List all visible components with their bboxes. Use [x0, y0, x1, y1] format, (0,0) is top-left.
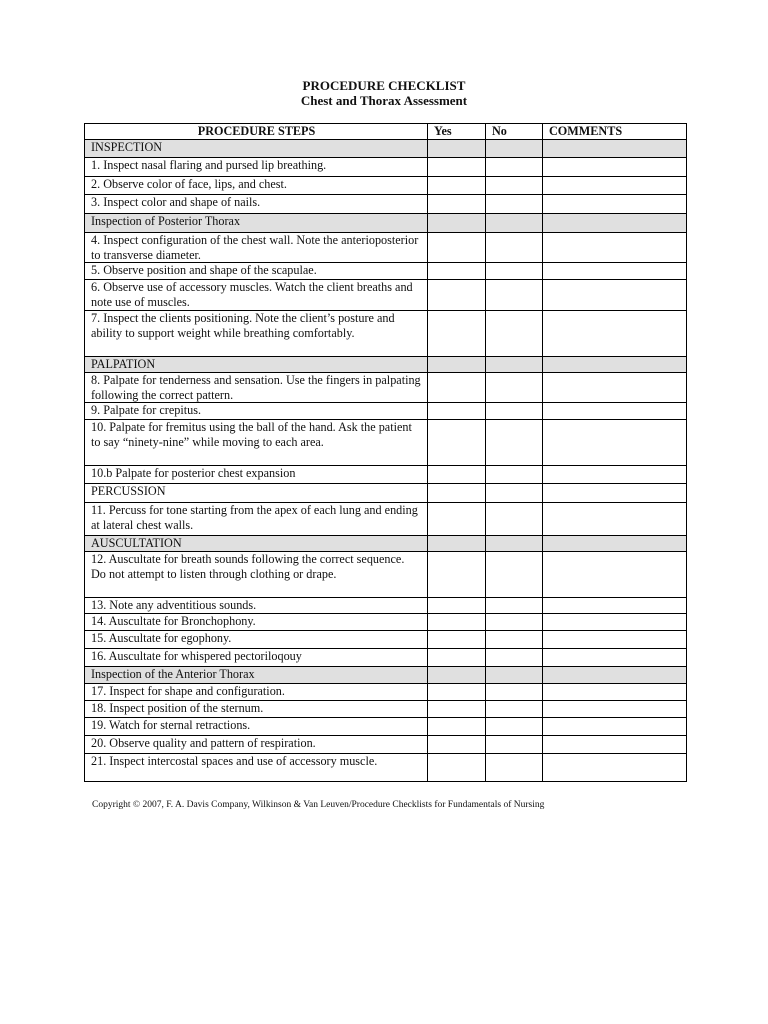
step-row: [85, 403, 687, 420]
yes-cell[interactable]: [428, 552, 486, 598]
step-row: [85, 700, 687, 717]
no-cell[interactable]: [486, 613, 543, 630]
step-row: [85, 233, 687, 263]
no-cell[interactable]: [486, 373, 543, 403]
step-text: 3. Inspect color and shape of nails.: [85, 195, 428, 214]
no-cell[interactable]: [486, 598, 543, 614]
page-title: PROCEDURE CHECKLIST: [302, 78, 466, 93]
step-row: [85, 311, 687, 357]
no-cell[interactable]: [486, 683, 543, 700]
comments-cell: [543, 484, 687, 503]
yes-cell[interactable]: [428, 700, 486, 717]
yes-cell: [428, 357, 486, 373]
yes-cell[interactable]: [428, 613, 486, 630]
yes-cell[interactable]: [428, 280, 486, 311]
yes-cell: [428, 666, 486, 683]
step-row: [85, 552, 687, 598]
step-row: [85, 753, 687, 781]
no-cell[interactable]: [486, 753, 543, 781]
comments-cell: [543, 666, 687, 683]
no-cell[interactable]: [486, 263, 543, 280]
comments-cell[interactable]: [543, 613, 687, 630]
no-cell[interactable]: [486, 648, 543, 666]
yes-cell[interactable]: [428, 233, 486, 263]
comments-cell[interactable]: [543, 311, 687, 357]
no-cell[interactable]: [486, 420, 543, 466]
step-row: [85, 177, 687, 195]
no-cell[interactable]: [486, 233, 543, 263]
step-row: [85, 420, 687, 466]
comments-cell[interactable]: [543, 177, 687, 195]
step-text: 13. Note any adventitious sounds.: [85, 598, 428, 614]
step-text: 17. Inspect for shape and configuration.: [85, 683, 428, 700]
step-row: [85, 683, 687, 700]
comments-cell[interactable]: [543, 503, 687, 536]
no-cell[interactable]: [486, 717, 543, 735]
comments-cell[interactable]: [543, 683, 687, 700]
yes-cell[interactable]: [428, 683, 486, 700]
yes-cell[interactable]: [428, 177, 486, 195]
comments-cell[interactable]: [543, 233, 687, 263]
comments-cell[interactable]: [543, 630, 687, 648]
header-comments: COMMENTS: [543, 124, 687, 140]
comments-cell[interactable]: [543, 373, 687, 403]
step-text: 14. Auscultate for Bronchophony.: [85, 613, 428, 630]
yes-cell[interactable]: [428, 753, 486, 781]
step-text: 10. Palpate for fremitus using the ball of the hand. Ask the patient to say “ninety-nine” while moving to each area.: [85, 420, 428, 466]
step-row: [85, 263, 687, 280]
comments-cell[interactable]: [543, 466, 687, 484]
yes-cell: [428, 484, 486, 503]
checklist-table: [84, 123, 687, 782]
no-cell[interactable]: [486, 158, 543, 177]
comments-cell[interactable]: [543, 735, 687, 753]
section-title: Inspection of Posterior Thorax: [85, 214, 428, 233]
no-cell[interactable]: [486, 177, 543, 195]
comments-cell[interactable]: [543, 263, 687, 280]
no-cell[interactable]: [486, 552, 543, 598]
header-row: [85, 124, 687, 140]
no-cell[interactable]: [486, 630, 543, 648]
step-row: [85, 280, 687, 311]
comments-cell[interactable]: [543, 552, 687, 598]
no-cell[interactable]: [486, 311, 543, 357]
yes-cell[interactable]: [428, 158, 486, 177]
step-text: 11. Percuss for tone starting from the apex of each lung and ending at lateral chest walls.: [85, 503, 428, 536]
step-row: [85, 648, 687, 666]
section-row: [85, 357, 687, 373]
yes-cell[interactable]: [428, 403, 486, 420]
yes-cell: [428, 140, 486, 158]
step-text: 8. Palpate for tenderness and sensation. Use the fingers in palpating following the correct pattern.: [85, 373, 428, 403]
comments-cell[interactable]: [543, 700, 687, 717]
step-text: 5. Observe position and shape of the scapulae.: [85, 263, 428, 280]
step-text: 12. Auscultate for breath sounds following the correct sequence. Do not attempt to listen through clothing or drape.: [85, 552, 428, 598]
step-text: 21. Inspect intercostal spaces and use of accessory muscle.: [85, 753, 428, 781]
header-no: No: [486, 124, 543, 140]
step-row: [85, 466, 687, 484]
comments-cell: [543, 536, 687, 552]
page-subtitle: Chest and Thorax Assessment: [300, 93, 468, 108]
header-procedure-steps: PROCEDURE STEPS: [85, 124, 428, 140]
no-cell: [486, 666, 543, 683]
yes-cell[interactable]: [428, 195, 486, 214]
section-title: INSPECTION: [85, 140, 428, 158]
step-row: [85, 630, 687, 648]
section-row: [85, 484, 687, 503]
yes-cell: [428, 214, 486, 233]
yes-cell[interactable]: [428, 598, 486, 614]
section-row: [85, 536, 687, 552]
section-row: [85, 666, 687, 683]
no-cell[interactable]: [486, 466, 543, 484]
comments-cell[interactable]: [543, 280, 687, 311]
step-text: 1. Inspect nasal flaring and pursed lip breathing.: [85, 158, 428, 177]
yes-cell[interactable]: [428, 420, 486, 466]
section-row: [85, 214, 687, 233]
step-row: [85, 503, 687, 536]
comments-cell[interactable]: [543, 195, 687, 214]
section-title: PALPATION: [85, 357, 428, 373]
no-cell[interactable]: [486, 503, 543, 536]
comments-cell: [543, 357, 687, 373]
no-cell: [486, 484, 543, 503]
no-cell: [486, 214, 543, 233]
step-row: [85, 598, 687, 614]
step-text: 4. Inspect configuration of the chest wall. Note the anterioposterior to transverse diameter.: [85, 233, 428, 263]
copyright-footer: Copyright © 2007, F. A. Davis Company, Wilkinson & Van Leuven/Procedure Checklists for Fundamentals of Nursing: [92, 800, 545, 810]
step-text: 2. Observe color of face, lips, and chest.: [85, 177, 428, 195]
yes-cell: [428, 536, 486, 552]
comments-cell[interactable]: [543, 648, 687, 666]
comments-cell[interactable]: [543, 403, 687, 420]
step-row: [85, 373, 687, 403]
step-text: 10.b Palpate for posterior chest expansion: [85, 466, 428, 484]
yes-cell[interactable]: [428, 466, 486, 484]
step-text: 16. Auscultate for whispered pectoriloqouy: [85, 648, 428, 666]
comments-cell: [543, 140, 687, 158]
step-text: 6. Observe use of accessory muscles. Watch the client breaths and note use of muscles.: [85, 280, 428, 311]
yes-cell[interactable]: [428, 648, 486, 666]
comments-cell[interactable]: [543, 717, 687, 735]
no-cell[interactable]: [486, 735, 543, 753]
step-text: 9. Palpate for crepitus.: [85, 403, 428, 420]
yes-cell[interactable]: [428, 717, 486, 735]
step-text: 18. Inspect position of the sternum.: [85, 700, 428, 717]
step-text: 15. Auscultate for egophony.: [85, 630, 428, 648]
comments-cell[interactable]: [543, 420, 687, 466]
yes-cell[interactable]: [428, 503, 486, 536]
step-row: [85, 158, 687, 177]
step-text: 20. Observe quality and pattern of respiration.: [85, 735, 428, 753]
no-cell[interactable]: [486, 700, 543, 717]
yes-cell[interactable]: [428, 735, 486, 753]
comments-cell[interactable]: [543, 598, 687, 614]
comments-cell[interactable]: [543, 158, 687, 177]
step-text: 19. Watch for sternal retractions.: [85, 717, 428, 735]
step-row: [85, 735, 687, 753]
section-row: [85, 140, 687, 158]
comments-cell: [543, 214, 687, 233]
step-row: [85, 717, 687, 735]
yes-cell[interactable]: [428, 373, 486, 403]
step-text: 7. Inspect the clients positioning. Note the client’s posture and ability to support weight while breathing comfortably.: [85, 311, 428, 357]
step-row: [85, 613, 687, 630]
no-cell[interactable]: [486, 280, 543, 311]
yes-cell[interactable]: [428, 263, 486, 280]
no-cell[interactable]: [486, 403, 543, 420]
yes-cell[interactable]: [428, 311, 486, 357]
checklist-body: [85, 140, 687, 782]
step-row: [85, 195, 687, 214]
header-yes: Yes: [428, 124, 486, 140]
no-cell: [486, 357, 543, 373]
no-cell: [486, 536, 543, 552]
section-title: PERCUSSION: [85, 484, 428, 503]
yes-cell[interactable]: [428, 630, 486, 648]
comments-cell[interactable]: [543, 753, 687, 781]
no-cell: [486, 140, 543, 158]
no-cell[interactable]: [486, 195, 543, 214]
section-title: Inspection of the Anterior Thorax: [85, 666, 428, 683]
section-title: AUSCULTATION: [85, 536, 428, 552]
